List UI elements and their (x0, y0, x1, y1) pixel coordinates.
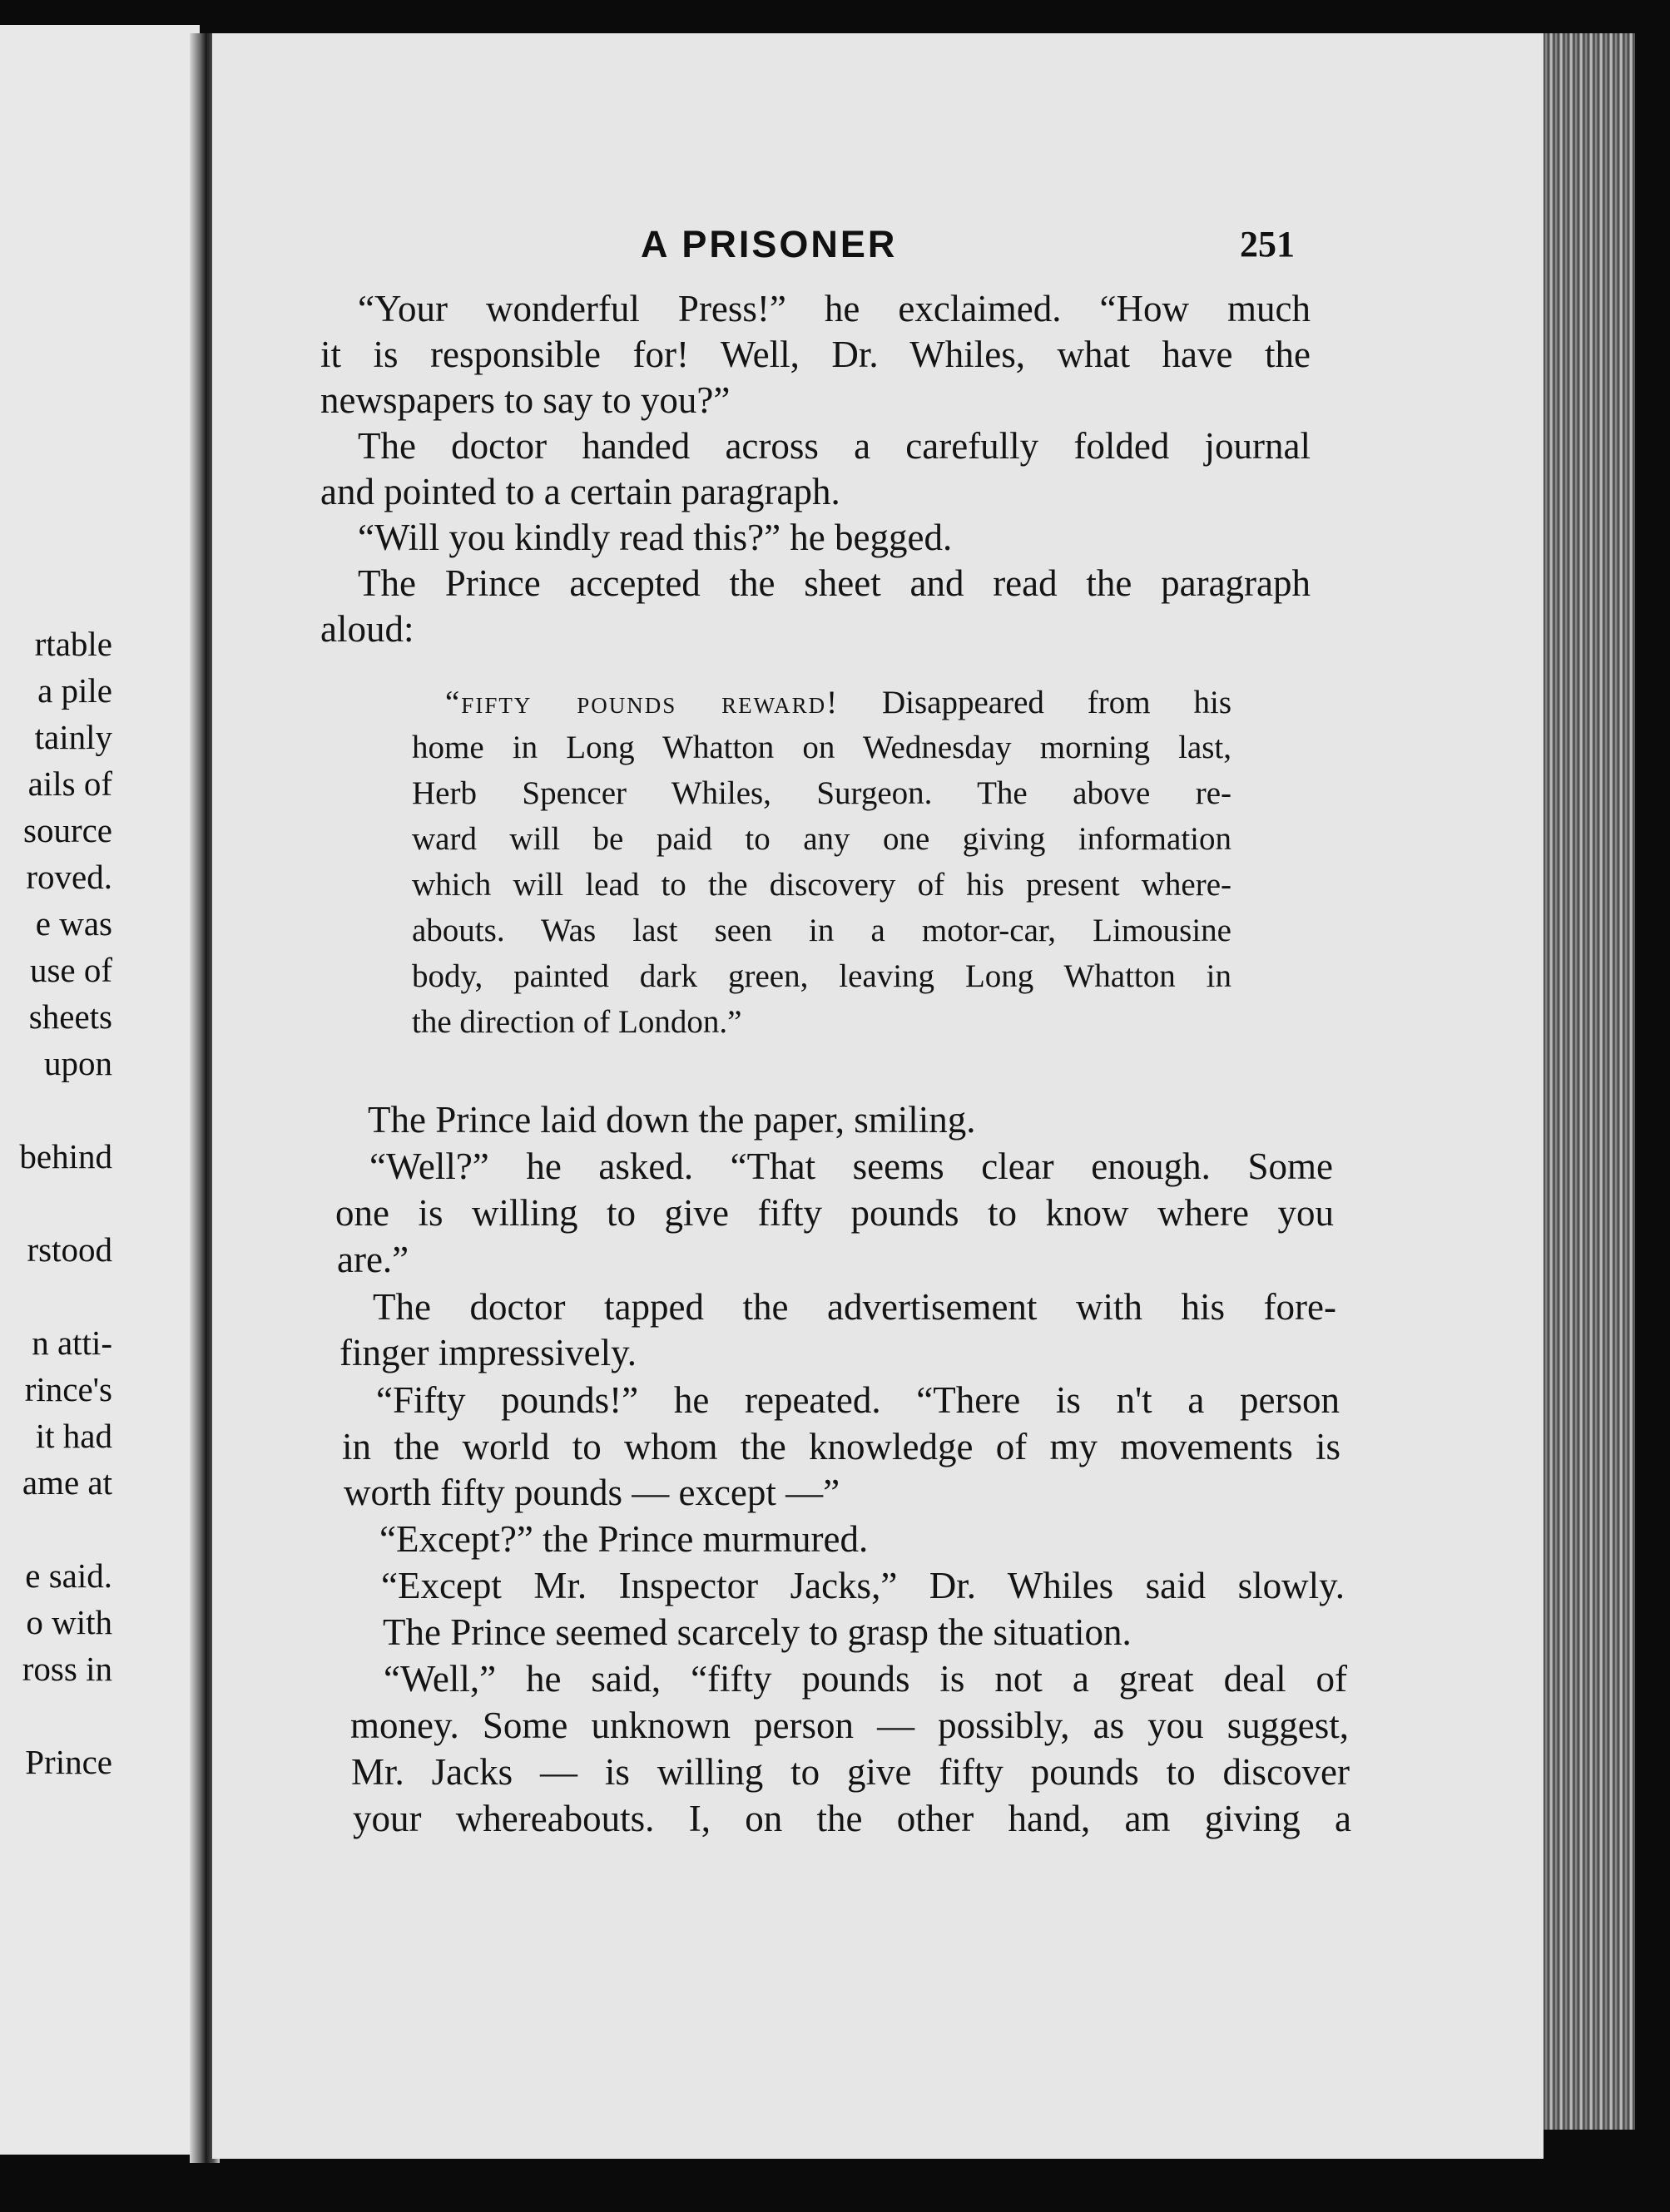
text-line: it is responsible for! Well, Dr. Whiles, what have the (320, 334, 1311, 375)
left-page-line: it had (35, 1417, 112, 1455)
text-line: “Well,” he said, “fifty pounds is not a great deal of (384, 1658, 1347, 1700)
left-page-line: sheets (28, 997, 112, 1036)
left-page-line: o with (26, 1603, 112, 1641)
text-line: money. Some unknown person — possibly, as you suggest, (350, 1705, 1349, 1746)
left-page-line: a pile (37, 671, 112, 710)
text-line: and pointed to a certain paragraph. (320, 471, 840, 512)
text-line: Herb Spencer Whiles, Surgeon. The above re- (412, 775, 1231, 811)
text-line: home in Long Whatton on Wednesday morning last, (412, 730, 1231, 765)
quote-first-line-rest: Disappeared from his (882, 685, 1231, 720)
left-page-line: e said. (25, 1556, 112, 1595)
text-line: The doctor handed across a carefully folded journal (358, 425, 1311, 467)
left-page-line: use of (29, 951, 112, 989)
text-line: finger impressively. (339, 1332, 637, 1373)
quote-heading: “fifty pounds reward! (445, 685, 840, 720)
text-line: the direction of London.” (412, 1004, 742, 1040)
left-page (0, 25, 200, 2155)
left-page-line: rtable (34, 625, 112, 663)
text-line: abouts. Was last seen in a motor-car, Limousine (412, 913, 1231, 948)
text-line: “Except Mr. Inspector Jacks,” Dr. Whiles said slowly. (381, 1565, 1345, 1606)
text-line: one is willing to give fifty pounds to know where you (335, 1192, 1334, 1234)
left-page-line: ross in (22, 1650, 112, 1688)
running-head: A PRISONER (641, 223, 898, 265)
quote-line (445, 684, 1231, 721)
text-line: “Except?” the Prince murmured. (379, 1518, 869, 1560)
page-number: 251 (1240, 224, 1295, 265)
text-line: ward will be paid to any one giving information (412, 821, 1231, 857)
text-line: aloud: (320, 608, 414, 650)
left-page-line: roved. (26, 858, 112, 896)
text-line: are.” (337, 1239, 409, 1280)
left-page-line: rstood (27, 1230, 112, 1269)
text-line: “Will you kindly read this?” he begged. (358, 517, 953, 558)
left-page-line: n atti- (32, 1324, 112, 1362)
left-page-line: upon (44, 1044, 112, 1082)
text-line: body, painted dark green, leaving Long Whatton in (412, 958, 1231, 994)
text-line: worth fifty pounds — except —” (344, 1472, 840, 1513)
text-line: “Fifty pounds!” he repeated. “There is n't a person (376, 1379, 1340, 1421)
text-line: “Your wonderful Press!” he exclaimed. “How much (358, 288, 1311, 329)
page-edge (1544, 33, 1635, 2130)
left-page-line: rince's (24, 1370, 112, 1408)
left-page-line: ame at (22, 1463, 112, 1502)
text-line: your whereabouts. I, on the other hand, am giving a (353, 1798, 1351, 1839)
text-line: The doctor tapped the advertisement with his fore- (373, 1286, 1336, 1328)
text-line: which will lead to the discovery of his present where- (412, 867, 1231, 903)
left-page-line: ails of (27, 765, 112, 803)
text-line: in the world to whom the knowledge of my movements is (342, 1426, 1340, 1467)
left-page-line: e was (35, 904, 112, 943)
text-line: The Prince seemed scarcely to grasp the situation. (383, 1611, 1132, 1653)
text-line: newspapers to say to you?” (320, 379, 731, 421)
text-line: “Well?” he asked. “That seems clear enough. Some (369, 1146, 1333, 1187)
left-page-line: tainly (34, 718, 112, 756)
left-page-line: source (22, 811, 112, 849)
text-line: The Prince accepted the sheet and read the paragraph (358, 562, 1311, 604)
text-line: The Prince laid down the paper, smiling. (368, 1099, 976, 1141)
text-line: Mr. Jacks — is willing to give fifty pounds to discover (351, 1751, 1350, 1793)
left-page-line: behind (19, 1137, 112, 1175)
left-page-line: Prince (25, 1743, 112, 1781)
